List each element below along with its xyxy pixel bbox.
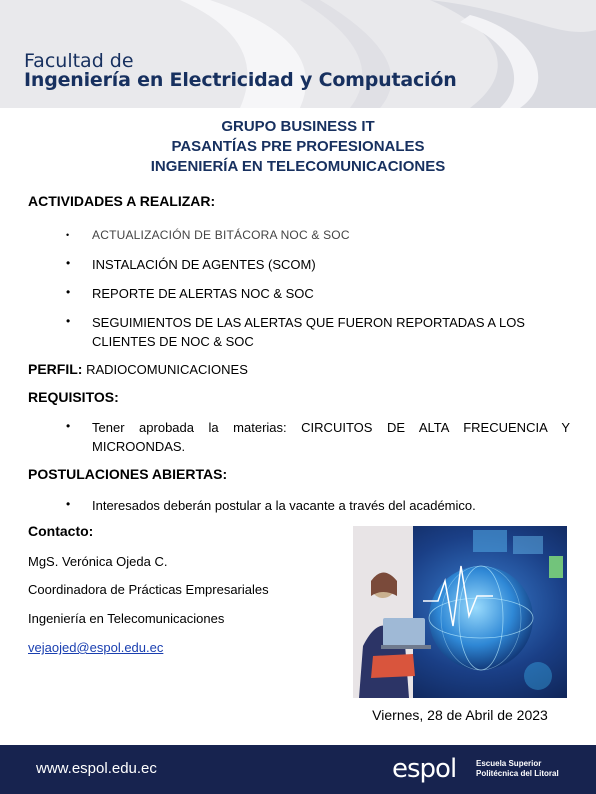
espol-logo-subtitle xyxy=(476,759,559,779)
espol-logo-wordmark: espol xyxy=(392,754,457,784)
footer-bar xyxy=(0,745,596,794)
activity-item: SEGUIMIENTOS DE LAS ALERTAS QUE FUERON REPORTADAS A LOS CLIENTES DE NOC & SOC xyxy=(92,315,525,349)
activity-item: ACTUALIZACIÓN DE BITÁCORA NOC & SOC xyxy=(92,228,350,242)
title-career: INGENIERÍA EN TELECOMUNICACIONES xyxy=(150,158,446,175)
bullet: • xyxy=(66,314,71,328)
faculty-name-line1: Facultad de xyxy=(24,50,134,72)
contact-email-link[interactable]: vejaojed@espol.edu.ec xyxy=(28,640,164,655)
profile-line xyxy=(28,361,248,377)
requirements-heading: REQUISITOS: xyxy=(28,389,119,405)
application-item: Interesados deberán postular a la vacante a través del académico. xyxy=(92,498,476,513)
title-program: PASANTÍAS PRE PROFESIONALES xyxy=(171,138,425,155)
requirement-item: Tener aprobada la materias: CIRCUITOS DE ALTA FRECUENCIA Y MICROONDAS. xyxy=(92,420,570,454)
faculty-name-line2: Ingeniería en Electricidad y Computación xyxy=(24,69,457,91)
bullet: • xyxy=(66,256,71,270)
website-link[interactable]: www.espol.edu.ec xyxy=(36,760,157,777)
espol-logo-subtitle-line1: Escuela Superior xyxy=(476,759,542,768)
contact-role: Coordinadora de Prácticas Empresariales xyxy=(28,582,269,597)
bullet: • xyxy=(66,285,71,299)
bullet: • xyxy=(66,230,70,240)
title-company: GRUPO BUSINESS IT xyxy=(221,118,375,135)
contact-name: MgS. Verónica Ojeda C. xyxy=(28,554,168,569)
announcement-title xyxy=(0,117,596,177)
profile-label: PERFIL: xyxy=(28,361,83,377)
faculty-header xyxy=(0,0,596,108)
technology-illustration xyxy=(353,526,567,698)
espol-logo xyxy=(392,753,582,787)
activity-item: REPORTE DE ALERTAS NOC & SOC xyxy=(92,286,314,301)
applications-heading: POSTULACIONES ABIERTAS: xyxy=(28,466,228,482)
bullet: • xyxy=(66,419,71,433)
activity-item: INSTALACIÓN DE AGENTES (SCOM) xyxy=(92,257,316,272)
activities-heading: ACTIVIDADES A REALIZAR: xyxy=(28,193,216,209)
profile-value: RADIOCOMUNICACIONES xyxy=(86,362,248,377)
contact-heading: Contacto: xyxy=(28,523,94,539)
contact-department: Ingeniería en Telecomunicaciones xyxy=(28,611,225,626)
espol-logo-subtitle-line2: Politécnica del Litoral xyxy=(476,769,559,778)
publication-date: Viernes, 28 de Abril de 2023 xyxy=(372,707,548,723)
bullet: • xyxy=(66,497,71,511)
